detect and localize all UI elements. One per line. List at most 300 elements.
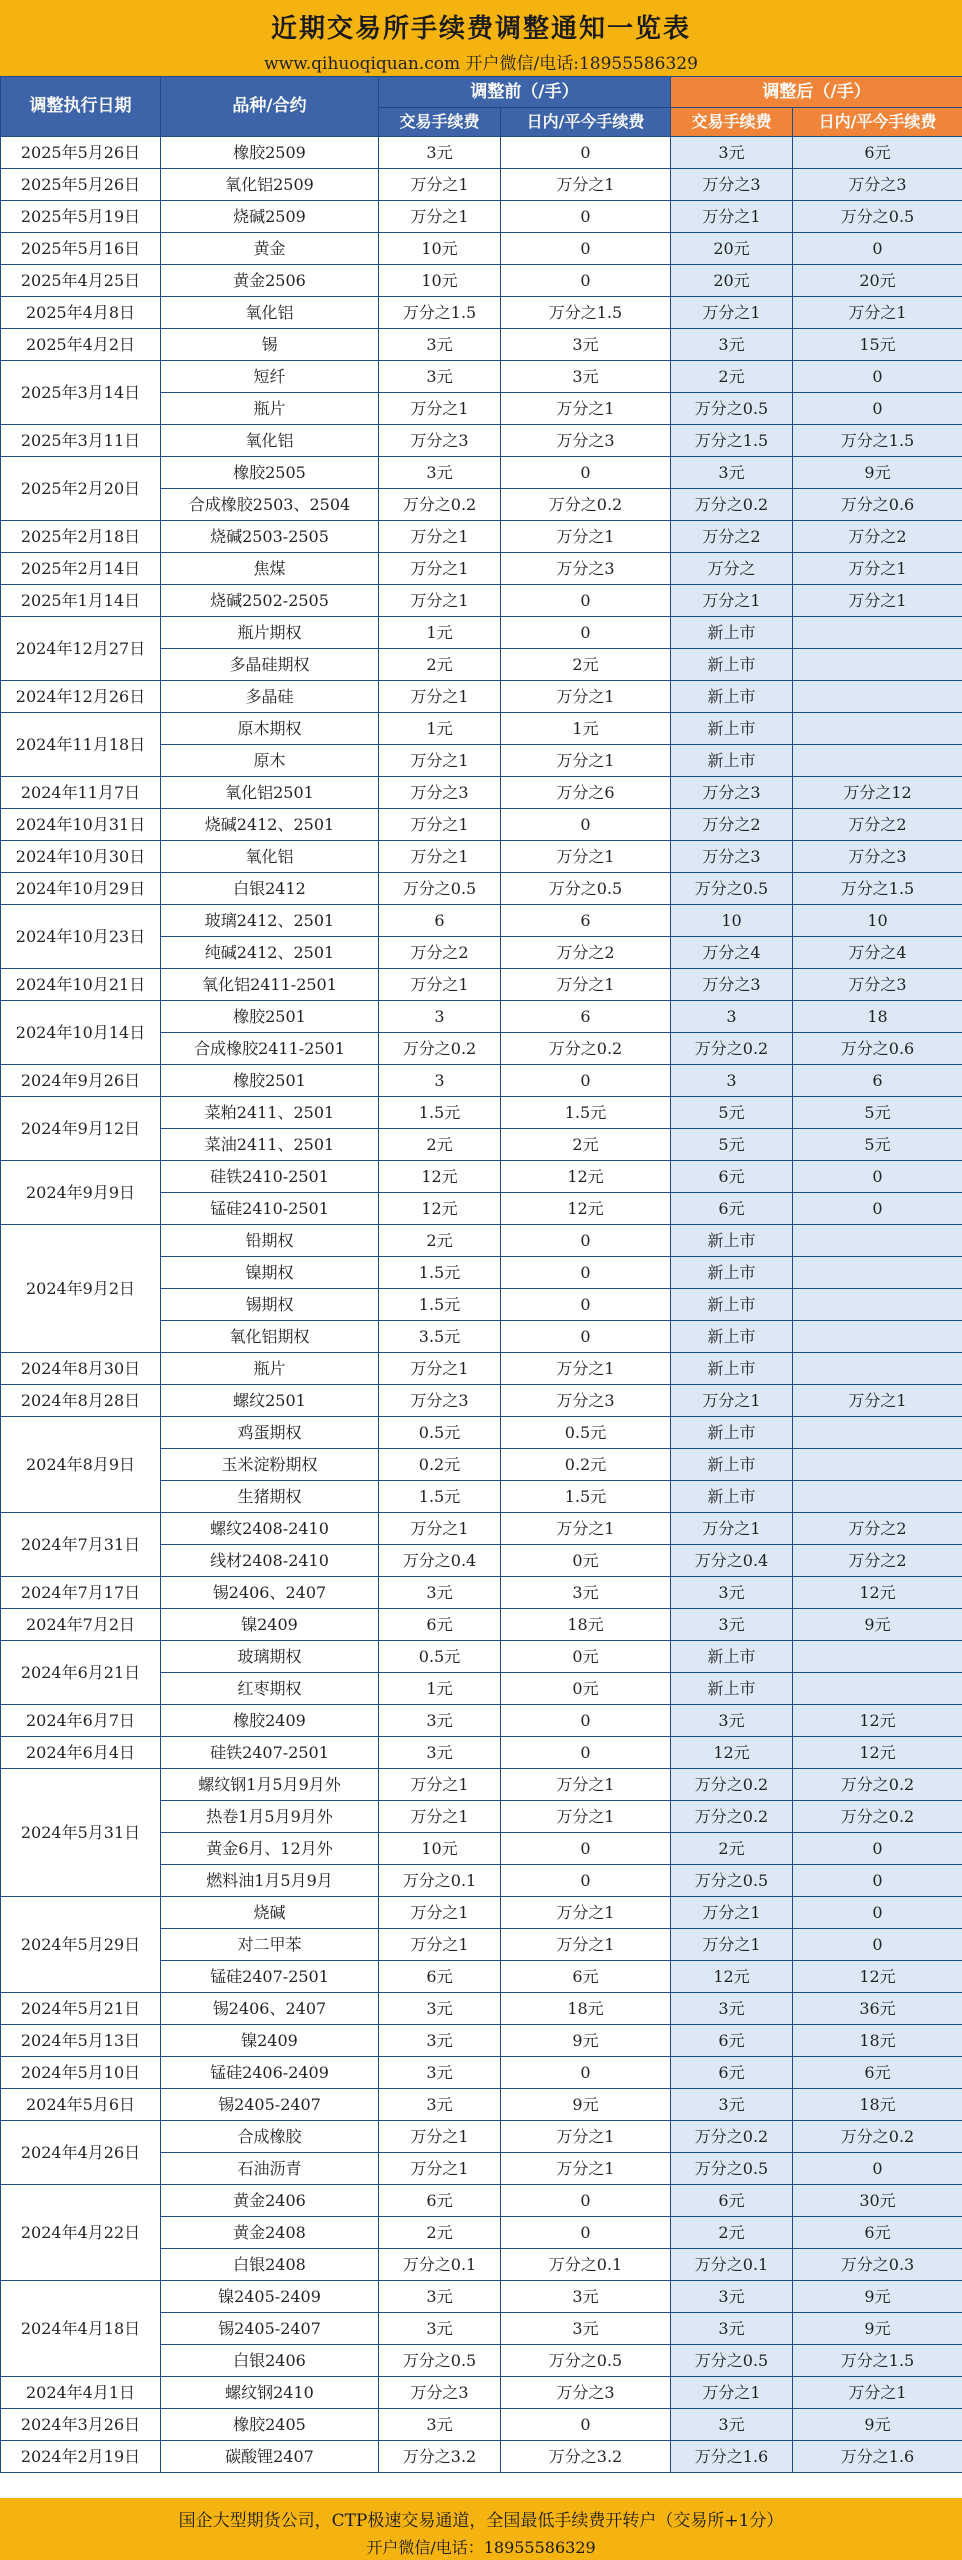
table-row <box>1 2441 962 2473</box>
cell-before-intraday: 0 <box>501 1225 671 1257</box>
cell-product: 锡2406、2407 <box>161 1577 379 1609</box>
table-row <box>1 777 962 809</box>
cell-after-fee: 5元 <box>671 1129 793 1161</box>
cell-product: 烧碱2502-2505 <box>161 585 379 617</box>
cell-after-intraday <box>793 1481 962 1513</box>
cell-after-intraday <box>793 1417 962 1449</box>
cell-after-fee: 12元 <box>671 1737 793 1769</box>
table-row <box>1 2057 962 2089</box>
table-row <box>1 1417 962 1449</box>
cell-before-fee: 12元 <box>379 1161 501 1193</box>
cell-product: 硅铁2407-2501 <box>161 1737 379 1769</box>
cell-after-fee: 万分之0.5 <box>671 873 793 905</box>
cell-product: 锡期权 <box>161 1289 379 1321</box>
cell-product: 镍2409 <box>161 2025 379 2057</box>
table-row <box>1 169 962 201</box>
cell-product: 氧化铝期权 <box>161 1321 379 1353</box>
cell-after-fee: 万分之1 <box>671 2377 793 2409</box>
cell-date: 2024年10月31日 <box>1 809 161 841</box>
table-row <box>1 201 962 233</box>
cell-before-fee: 3 <box>379 1065 501 1097</box>
cell-after-fee: 万分之0.2 <box>671 2121 793 2153</box>
cell-after-intraday: 6 <box>793 1065 962 1097</box>
table-row <box>1 457 962 489</box>
table-body <box>1 137 962 2473</box>
cell-before-fee: 3元 <box>379 2057 501 2089</box>
table-row <box>1 873 962 905</box>
cell-after-intraday: 12元 <box>793 1737 962 1769</box>
cell-after-intraday: 万分之2 <box>793 809 962 841</box>
cell-before-fee: 万分之1 <box>379 201 501 233</box>
cell-product: 原木期权 <box>161 713 379 745</box>
cell-after-intraday <box>793 713 962 745</box>
cell-after-fee: 新上市 <box>671 1353 793 1385</box>
cell-after-intraday: 0 <box>793 1929 962 1961</box>
cell-before-fee: 万分之1 <box>379 841 501 873</box>
cell-after-intraday: 0 <box>793 1193 962 1225</box>
cell-before-intraday: 3元 <box>501 1577 671 1609</box>
cell-date: 2024年3月26日 <box>1 2409 161 2441</box>
cell-before-intraday: 1.5元 <box>501 1481 671 1513</box>
cell-product: 橡胶2409 <box>161 1705 379 1737</box>
cell-before-intraday: 万分之3 <box>501 553 671 585</box>
cell-product: 橡胶2505 <box>161 457 379 489</box>
cell-product: 鸡蛋期权 <box>161 1417 379 1449</box>
cell-before-intraday: 万分之1 <box>501 1513 671 1545</box>
cell-before-intraday: 0 <box>501 1257 671 1289</box>
cell-before-intraday: 0 <box>501 201 671 233</box>
cell-before-fee: 10元 <box>379 1833 501 1865</box>
cell-date: 2024年9月2日 <box>1 1225 161 1353</box>
cell-date: 2024年7月2日 <box>1 1609 161 1641</box>
cell-before-fee: 万分之1 <box>379 1929 501 1961</box>
cell-after-intraday <box>793 745 962 777</box>
cell-date: 2024年6月7日 <box>1 1705 161 1737</box>
cell-after-intraday: 12元 <box>793 1961 962 1993</box>
cell-after-intraday: 12元 <box>793 1577 962 1609</box>
table-row <box>1 1609 962 1641</box>
cell-after-fee: 6元 <box>671 1161 793 1193</box>
cell-after-fee: 万分之1 <box>671 1513 793 1545</box>
cell-before-intraday: 万分之3.2 <box>501 2441 671 2473</box>
cell-after-intraday: 0 <box>793 1161 962 1193</box>
table-row <box>1 969 962 1001</box>
cell-before-fee: 万分之3 <box>379 1385 501 1417</box>
cell-after-intraday: 万分之0.6 <box>793 1033 962 1065</box>
cell-date: 2024年9月9日 <box>1 1161 161 1225</box>
cell-after-fee: 新上市 <box>671 1225 793 1257</box>
cell-after-fee: 万分之3 <box>671 169 793 201</box>
table-row <box>1 2377 962 2409</box>
cell-date: 2024年12月26日 <box>1 681 161 713</box>
cell-after-intraday: 0 <box>793 1897 962 1929</box>
cell-before-fee: 1元 <box>379 617 501 649</box>
cell-product: 合成橡胶 <box>161 2121 379 2153</box>
cell-date: 2024年5月10日 <box>1 2057 161 2089</box>
cell-after-intraday: 万分之1 <box>793 585 962 617</box>
cell-after-intraday: 9元 <box>793 457 962 489</box>
cell-product: 镍2405-2409 <box>161 2281 379 2313</box>
cell-before-fee: 万分之1 <box>379 969 501 1001</box>
cell-product: 瓶片期权 <box>161 617 379 649</box>
cell-before-intraday: 万分之1 <box>501 1769 671 1801</box>
cell-before-intraday: 万分之1 <box>501 1929 671 1961</box>
cell-product: 螺纹2501 <box>161 1385 379 1417</box>
cell-before-fee: 万分之1 <box>379 521 501 553</box>
col-group-before: 调整前（/手） <box>379 77 671 108</box>
cell-after-intraday <box>793 617 962 649</box>
cell-product: 氧化铝 <box>161 841 379 873</box>
cell-product: 锰硅2406-2409 <box>161 2057 379 2089</box>
table-row <box>1 521 962 553</box>
cell-after-fee: 万分之2 <box>671 521 793 553</box>
cell-date: 2024年4月18日 <box>1 2281 161 2377</box>
cell-after-intraday: 0 <box>793 2153 962 2185</box>
cell-after-intraday: 0 <box>793 1833 962 1865</box>
table-row <box>1 2089 962 2121</box>
cell-before-intraday: 0 <box>501 233 671 265</box>
cell-before-intraday: 0 <box>501 1289 671 1321</box>
table-row <box>1 1097 962 1129</box>
cell-product: 烧碱2503-2505 <box>161 521 379 553</box>
cell-after-intraday: 10 <box>793 905 962 937</box>
cell-after-intraday: 6元 <box>793 2057 962 2089</box>
cell-product: 螺纹2408-2410 <box>161 1513 379 1545</box>
cell-date: 2024年7月17日 <box>1 1577 161 1609</box>
cell-before-fee: 万分之1 <box>379 585 501 617</box>
cell-before-intraday: 0 <box>501 2217 671 2249</box>
cell-after-fee: 万分之1 <box>671 201 793 233</box>
cell-after-intraday: 0 <box>793 1865 962 1897</box>
cell-after-intraday <box>793 649 962 681</box>
cell-after-intraday <box>793 1289 962 1321</box>
cell-after-fee: 3元 <box>671 1705 793 1737</box>
cell-before-intraday: 18元 <box>501 1609 671 1641</box>
cell-before-fee: 0.5元 <box>379 1417 501 1449</box>
cell-product: 氧化铝 <box>161 297 379 329</box>
table-row <box>1 1161 962 1193</box>
table-row <box>1 1065 962 1097</box>
cell-product: 线材2408-2410 <box>161 1545 379 1577</box>
cell-after-intraday: 15元 <box>793 329 962 361</box>
cell-product: 氧化铝2411-2501 <box>161 969 379 1001</box>
cell-after-fee: 6元 <box>671 2025 793 2057</box>
cell-before-intraday: 0.2元 <box>501 1449 671 1481</box>
cell-after-intraday: 万分之4 <box>793 937 962 969</box>
cell-after-fee: 万分之1 <box>671 297 793 329</box>
cell-before-intraday: 0 <box>501 137 671 169</box>
page-footer <box>0 2498 962 2560</box>
cell-before-fee: 万分之0.1 <box>379 1865 501 1897</box>
cell-product: 合成橡胶2411-2501 <box>161 1033 379 1065</box>
cell-date: 2024年5月13日 <box>1 2025 161 2057</box>
cell-before-fee: 万分之1 <box>379 553 501 585</box>
cell-product: 镍2409 <box>161 1609 379 1641</box>
cell-date: 2024年10月23日 <box>1 905 161 969</box>
cell-after-fee: 万分之0.2 <box>671 1801 793 1833</box>
cell-product: 白银2406 <box>161 2345 379 2377</box>
cell-date: 2024年5月31日 <box>1 1769 161 1897</box>
cell-before-fee: 1.5元 <box>379 1257 501 1289</box>
cell-product: 橡胶2501 <box>161 1001 379 1033</box>
cell-product: 烧碱2509 <box>161 201 379 233</box>
cell-before-fee: 万分之1 <box>379 1353 501 1385</box>
cell-before-fee: 万分之3.2 <box>379 2441 501 2473</box>
cell-after-intraday <box>793 681 962 713</box>
cell-after-intraday: 万分之2 <box>793 521 962 553</box>
cell-product: 锡2406、2407 <box>161 1993 379 2025</box>
cell-before-fee: 万分之1.5 <box>379 297 501 329</box>
cell-date: 2024年5月29日 <box>1 1897 161 1993</box>
cell-before-intraday: 万分之1 <box>501 969 671 1001</box>
cell-before-intraday: 万分之1 <box>501 681 671 713</box>
cell-date: 2025年2月18日 <box>1 521 161 553</box>
cell-before-fee: 1元 <box>379 1673 501 1705</box>
cell-date: 2025年5月26日 <box>1 169 161 201</box>
cell-after-intraday <box>793 1673 962 1705</box>
cell-after-intraday: 万分之0.2 <box>793 1801 962 1833</box>
cell-after-fee: 万分之0.4 <box>671 1545 793 1577</box>
cell-before-intraday: 12元 <box>501 1161 671 1193</box>
cell-after-intraday: 9元 <box>793 2281 962 2313</box>
cell-after-intraday: 万分之3 <box>793 169 962 201</box>
cell-after-fee: 新上市 <box>671 1481 793 1513</box>
cell-after-intraday: 12元 <box>793 1705 962 1737</box>
cell-before-intraday: 2元 <box>501 649 671 681</box>
cell-date: 2025年5月19日 <box>1 201 161 233</box>
cell-before-intraday: 12元 <box>501 1193 671 1225</box>
table-row <box>1 1225 962 1257</box>
cell-after-fee: 3元 <box>671 329 793 361</box>
cell-after-fee: 万分之0.5 <box>671 1865 793 1897</box>
cell-product: 烧碱2412、2501 <box>161 809 379 841</box>
cell-after-intraday: 9元 <box>793 1609 962 1641</box>
cell-before-fee: 2元 <box>379 649 501 681</box>
cell-product: 螺纹钢1月5月9月外 <box>161 1769 379 1801</box>
cell-before-intraday: 万分之0.2 <box>501 489 671 521</box>
table-row <box>1 1353 962 1385</box>
table-row <box>1 137 962 169</box>
cell-after-fee: 万分之1.6 <box>671 2441 793 2473</box>
table-row <box>1 1993 962 2025</box>
cell-after-fee: 万分之0.1 <box>671 2249 793 2281</box>
cell-before-fee: 万分之1 <box>379 393 501 425</box>
cell-after-intraday: 5元 <box>793 1129 962 1161</box>
cell-date: 2025年4月25日 <box>1 265 161 297</box>
cell-after-intraday: 18元 <box>793 2089 962 2121</box>
cell-before-fee: 万分之1 <box>379 681 501 713</box>
cell-after-fee: 万分之1 <box>671 1385 793 1417</box>
cell-before-intraday: 0 <box>501 1065 671 1097</box>
cell-after-intraday: 0 <box>793 361 962 393</box>
cell-product: 硅铁2410-2501 <box>161 1161 379 1193</box>
table-row <box>1 329 962 361</box>
cell-before-intraday: 万分之0.5 <box>501 2345 671 2377</box>
cell-before-intraday: 6 <box>501 1001 671 1033</box>
cell-after-intraday: 万分之3 <box>793 969 962 1001</box>
cell-before-fee: 0.2元 <box>379 1449 501 1481</box>
cell-after-fee: 3元 <box>671 2089 793 2121</box>
cell-before-intraday: 0元 <box>501 1545 671 1577</box>
cell-date: 2024年5月6日 <box>1 2089 161 2121</box>
cell-after-fee: 新上市 <box>671 1321 793 1353</box>
cell-after-fee: 万分之0.5 <box>671 2153 793 2185</box>
cell-before-intraday: 2元 <box>501 1129 671 1161</box>
cell-after-fee: 3元 <box>671 1577 793 1609</box>
table-row <box>1 585 962 617</box>
cell-before-fee: 1.5元 <box>379 1097 501 1129</box>
cell-after-intraday: 万分之0.2 <box>793 1769 962 1801</box>
cell-product: 锡2405-2407 <box>161 2089 379 2121</box>
cell-before-intraday: 万分之1 <box>501 393 671 425</box>
table-row <box>1 1577 962 1609</box>
footer-line-1: 国企大型期货公司，CTP极速交易通道，全国最低手续费开转户（交易所+1分） <box>178 2511 784 2531</box>
cell-before-intraday: 万分之1 <box>501 1801 671 1833</box>
cell-after-fee: 万分之0.2 <box>671 1033 793 1065</box>
cell-before-fee: 万分之0.4 <box>379 1545 501 1577</box>
col-header-after-fee: 交易手续费 <box>671 108 793 137</box>
cell-before-intraday: 万分之1 <box>501 841 671 873</box>
cell-before-fee: 1元 <box>379 713 501 745</box>
cell-before-intraday: 0 <box>501 809 671 841</box>
cell-after-intraday: 20元 <box>793 265 962 297</box>
cell-after-intraday <box>793 1321 962 1353</box>
cell-after-intraday: 万分之1.5 <box>793 2345 962 2377</box>
cell-before-intraday: 0 <box>501 1737 671 1769</box>
cell-before-intraday: 万分之0.5 <box>501 873 671 905</box>
cell-before-intraday: 0 <box>501 1321 671 1353</box>
cell-before-intraday: 0 <box>501 617 671 649</box>
cell-before-intraday: 0 <box>501 2057 671 2089</box>
table-row <box>1 2185 962 2217</box>
cell-before-intraday: 1元 <box>501 713 671 745</box>
cell-date: 2024年9月26日 <box>1 1065 161 1097</box>
cell-after-intraday: 30元 <box>793 2185 962 2217</box>
cell-after-fee: 万分之3 <box>671 841 793 873</box>
cell-date: 2025年1月14日 <box>1 585 161 617</box>
cell-product: 瓶片 <box>161 393 379 425</box>
cell-before-fee: 万分之1 <box>379 1801 501 1833</box>
cell-after-intraday <box>793 1641 962 1673</box>
cell-product: 玉米淀粉期权 <box>161 1449 379 1481</box>
cell-before-intraday: 9元 <box>501 2025 671 2057</box>
cell-product: 热卷1月5月9月外 <box>161 1801 379 1833</box>
cell-product: 玻璃期权 <box>161 1641 379 1673</box>
cell-before-fee: 3 <box>379 1001 501 1033</box>
cell-before-fee: 3.5元 <box>379 1321 501 1353</box>
cell-before-fee: 3元 <box>379 2281 501 2313</box>
table-row <box>1 713 962 745</box>
cell-after-intraday: 万分之0.3 <box>793 2249 962 2281</box>
cell-product: 黄金2506 <box>161 265 379 297</box>
cell-date: 2025年3月11日 <box>1 425 161 457</box>
cell-before-fee: 6元 <box>379 1609 501 1641</box>
cell-after-fee: 3 <box>671 1065 793 1097</box>
col-header-date: 调整执行日期 <box>1 77 161 137</box>
table-row <box>1 1769 962 1801</box>
table-row <box>1 233 962 265</box>
table-row <box>1 425 962 457</box>
cell-after-fee: 新上市 <box>671 1257 793 1289</box>
cell-product: 锡 <box>161 329 379 361</box>
cell-product: 合成橡胶2503、2504 <box>161 489 379 521</box>
cell-product: 原木 <box>161 745 379 777</box>
cell-after-fee: 新上市 <box>671 745 793 777</box>
cell-product: 纯碱2412、2501 <box>161 937 379 969</box>
cell-before-intraday: 3元 <box>501 329 671 361</box>
cell-before-fee: 2元 <box>379 1129 501 1161</box>
cell-date: 2025年2月14日 <box>1 553 161 585</box>
cell-after-fee: 20元 <box>671 265 793 297</box>
cell-product: 黄金2408 <box>161 2217 379 2249</box>
table-row <box>1 1897 962 1929</box>
cell-before-fee: 3元 <box>379 361 501 393</box>
cell-after-fee: 6元 <box>671 2185 793 2217</box>
cell-after-fee: 万分之1 <box>671 1929 793 1961</box>
cell-after-intraday: 0 <box>793 233 962 265</box>
cell-before-fee: 3元 <box>379 2313 501 2345</box>
cell-before-intraday: 万分之1 <box>501 1897 671 1929</box>
table-row <box>1 1513 962 1545</box>
table-row <box>1 297 962 329</box>
table-row <box>1 617 962 649</box>
cell-product: 橡胶2405 <box>161 2409 379 2441</box>
cell-before-intraday: 0.5元 <box>501 1417 671 1449</box>
cell-date: 2025年5月16日 <box>1 233 161 265</box>
table-row <box>1 553 962 585</box>
cell-after-fee: 3元 <box>671 2313 793 2345</box>
cell-before-fee: 3元 <box>379 2409 501 2441</box>
cell-before-intraday: 万分之3 <box>501 425 671 457</box>
cell-after-intraday: 万分之1.5 <box>793 873 962 905</box>
cell-date: 2024年10月29日 <box>1 873 161 905</box>
cell-before-intraday: 0 <box>501 457 671 489</box>
cell-after-intraday: 18元 <box>793 2025 962 2057</box>
cell-after-intraday: 万分之1 <box>793 297 962 329</box>
cell-after-intraday: 万分之0.2 <box>793 2121 962 2153</box>
cell-before-fee: 1.5元 <box>379 1481 501 1513</box>
cell-before-fee: 万分之3 <box>379 425 501 457</box>
cell-product: 螺纹钢2410 <box>161 2377 379 2409</box>
cell-date: 2024年8月9日 <box>1 1417 161 1513</box>
cell-before-fee: 2元 <box>379 1225 501 1257</box>
cell-product: 生猪期权 <box>161 1481 379 1513</box>
cell-after-fee: 3元 <box>671 2409 793 2441</box>
cell-before-fee: 万分之1 <box>379 1513 501 1545</box>
table-row <box>1 1001 962 1033</box>
cell-after-fee: 万分之3 <box>671 969 793 1001</box>
page-title: 近期交易所手续费调整通知一览表 <box>270 14 691 44</box>
cell-before-intraday: 0 <box>501 1865 671 1897</box>
cell-product: 对二甲苯 <box>161 1929 379 1961</box>
cell-date: 2025年2月20日 <box>1 457 161 521</box>
cell-after-intraday: 万分之12 <box>793 777 962 809</box>
cell-after-fee: 万分之1 <box>671 585 793 617</box>
page-subtitle: www.qihuoqiquan.com 开户微信/电话:18955586329 <box>264 54 698 74</box>
cell-before-fee: 12元 <box>379 1193 501 1225</box>
cell-after-intraday <box>793 1257 962 1289</box>
cell-before-fee: 3元 <box>379 329 501 361</box>
cell-before-intraday: 万分之1 <box>501 2121 671 2153</box>
cell-before-intraday: 0 <box>501 1833 671 1865</box>
cell-date: 2024年6月21日 <box>1 1641 161 1705</box>
cell-product: 橡胶2509 <box>161 137 379 169</box>
col-header-before-intraday: 日内/平今手续费 <box>501 108 671 137</box>
cell-date: 2024年4月26日 <box>1 2121 161 2185</box>
cell-after-fee: 万分之1.5 <box>671 425 793 457</box>
cell-after-fee: 万分之0.2 <box>671 489 793 521</box>
cell-after-fee: 万分之0.5 <box>671 2345 793 2377</box>
